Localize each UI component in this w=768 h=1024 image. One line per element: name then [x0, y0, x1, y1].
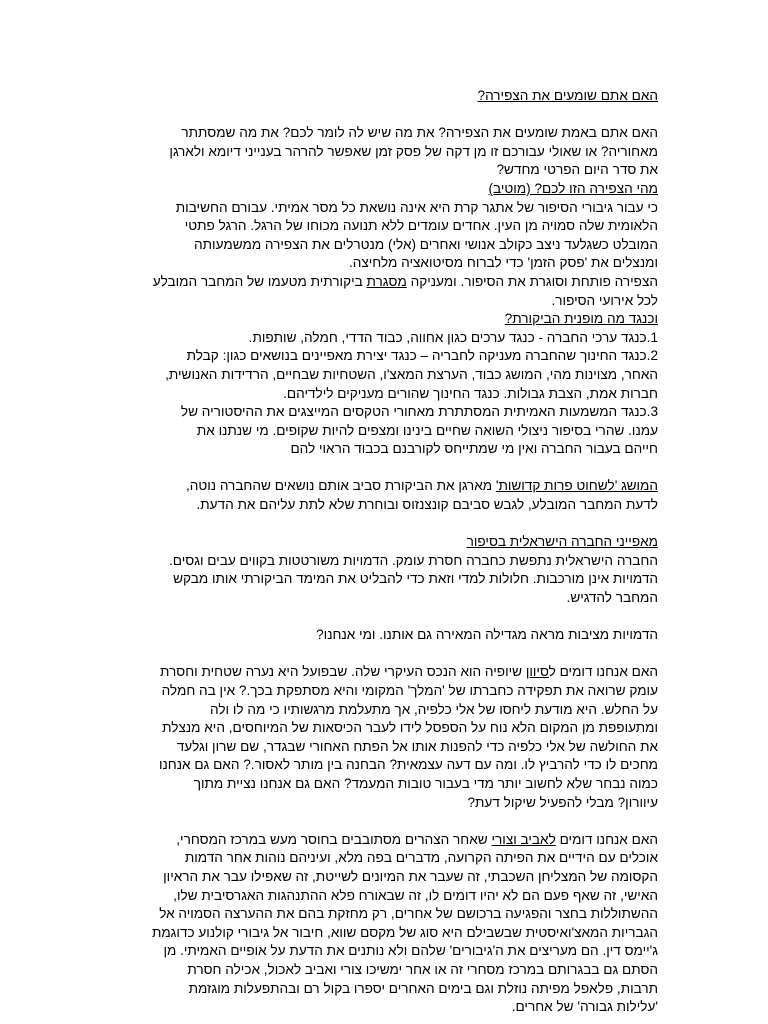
text-line [114, 663, 658, 682]
text-line: מחכים לו כדי להרביץ לו. ומה עם דעה עצמאית? הבחנה בין מותר לאסור.? האם גם אנחנו [158, 757, 658, 773]
text-line: על החלש. היא מודעת ליחסו של אלי כלפיה, אך מתעלמת מרגשותיו כי מה לו ולה [210, 701, 658, 717]
underlined-term: לאביב וצורי [491, 831, 556, 847]
text-line: 2.כנגד החינוך שהחברה מעניקה לחבריה – כנגד יצירת מאפיינים בנושאים כגון: קבלת [186, 348, 658, 364]
question-paragraph [114, 626, 658, 645]
text-line: חייהם בעבור החברה ואין מי שמתייחס לקורבנם בכבוד הראוי להם [290, 441, 658, 457]
text-line: עומק שרואה את תפקידה כחברתו של 'המלך' המקומי והיא מסתפקת בכך.? אין בה חמלה [161, 683, 658, 698]
critique-section [114, 310, 658, 459]
frame-paragraph [114, 273, 658, 310]
blank-line [114, 515, 658, 534]
text-line: חברות אמת, הצבת גבולות. כנגד החינוך שהורים מעניקים לילדיהם. [283, 385, 658, 401]
text-line [114, 273, 658, 292]
text-line: תרבות, פלאפל מפיתה נוזלת וגם בימים האחרים יספרו בקול רם ובהתפעלות מוגזמת [188, 980, 658, 996]
text-segment: שיופיה הוא הנכס העיקרי שלה. שבפועל היא נערה שטחית וחסרת [160, 664, 526, 680]
text-line: עמנו. שהרי בסיפור ניצולי השואה שחיים בינינו ומצפים להיות שקופים. מי שנתנו את [196, 422, 658, 438]
text-line: ומתעופפת מן המקום הלא נוח על הספסל לידו לעבר הכיסאות של המיוחסים, היא מנצלת [162, 720, 658, 736]
title-text: האם אתם שומעים את הצפירה? [477, 88, 658, 103]
text-line: ומנצלים את 'פסק הזמן' כדי לברוח מסיטואציה מלחיצה. [348, 255, 658, 271]
text-line: החברה הישראלית נתפשת כחברה חסרת עומק. הדמויות משורטטות בקווים עבים וגסים. [169, 552, 658, 568]
blank-line [114, 812, 658, 831]
text-line: מאחוריה? או שאולי עבורכם זו מן דקה של פסק זמן שאפשר להרהר בענייני דיומא ולארגן [169, 143, 658, 159]
text-line: הגבריות המאצ'ואיסטית שבשבילם היא סוג של מקסם שווא, חיבור אל גיבורי קולנוע כדוגמת [151, 924, 658, 940]
text-segment: האם אנחנו דומים ל [548, 664, 658, 680]
document-body [114, 87, 658, 1017]
sacred-cows-paragraph [114, 477, 658, 514]
text-segment: האם אנחנו דומים [555, 831, 658, 847]
text-line [114, 831, 658, 850]
text-line: את סדר היום הפרטי מחדש? [496, 162, 658, 178]
text-segment: שאחר הצהרים מסתובבים בחוסר מעש במרכז המסחרי, [176, 831, 492, 847]
text-line [114, 477, 658, 496]
document-title [114, 87, 658, 106]
blank-line [114, 459, 658, 478]
text-line: המחבר להדגיש. [566, 590, 658, 606]
underlined-term: מסגרת [366, 273, 407, 289]
text-line: המובלט כשגלעד ניצב כקולב אנושי ואחרים (אלי) מנטרלים את הצפירה ממשמעותה [194, 236, 658, 252]
critique-heading: וכנגד מה מופנית הביקורת? [504, 311, 658, 327]
text-line: האם אתם באמת שומעים את הצפירה? את מה שיש לה לומר לכם? את מה שמסתתר [181, 125, 658, 141]
text-line: הקסומה של המצליחן השכבתי, זה שעבר את המיונים לשייטת, זה שאפילו עבר את הראיון [163, 868, 658, 884]
sivan-paragraph [114, 663, 658, 812]
aviv-paragraph [114, 831, 658, 1017]
text-line: הדמויות אינן מורכבות. חלולות למדי וזאת כדי להבליט את המימד הביקורתי אותו מבקש [173, 571, 658, 587]
text-line: כמוה נבחר שלא לחשוב יותר מדי בעבור טובות המעמד? האם גם אנחנו נציית מתוך [193, 775, 658, 791]
text-line: האחר, מצוינות מהי, המושג כבוד, הערצת המאצ'ו, השטחיות שבחיים, הרדידות האנושית, [165, 366, 658, 382]
text-line: ההשתוללות בחצר והפגיעה ברכושם של אחרים, רק מחזקת בהם את ההערצה הסמויה אל [159, 906, 658, 922]
text-line: 'עלילות גבורה' של אחרים. [511, 999, 658, 1015]
text-line: עיוורון? מבלי להפעיל שיקול דעת? [467, 794, 658, 810]
text-segment: ביקורתית מטעמו של המחבר המובלע [152, 273, 367, 289]
text-line: 1.כנגד ערכי החברה - כנגד ערכים כגון אחווה, כבוד הדדי, חמלה, שותפות. [248, 329, 658, 345]
text-line: הסתם גם בבגרותם במרכז מסחרי זה או אחר ימשיכו צורי ואביב לאכול, אכילה חסרת [187, 961, 658, 977]
society-section [114, 533, 658, 607]
intro-paragraph [114, 124, 658, 180]
text-line: אוכלים עם הידיים את הפיתה הקרועה, מדברים בפה מלא, ועיניהם נוהות אחר הדמות [184, 850, 658, 866]
blank-line [114, 106, 658, 125]
text-line: 3.כנגד המשמעות האמיתית המסתתרת מאחורי הטקסים המייצגים את ההיסטוריה של [180, 404, 658, 420]
blank-line [114, 608, 658, 627]
text-line: הלאומית שלה סמויה מן העין. אחדים עומדים ללא תנועה מכוחו של הרגל. הרגל פתטי [184, 218, 658, 234]
blank-line [114, 645, 658, 664]
text-segment: הצפירה פותחת וסוגרת את הסיפור. ומעניקה [406, 273, 658, 289]
society-heading: מאפייני החברה הישראלית בסיפור [466, 534, 658, 550]
text-line: ג'יימס דין. הם מעריצים את ה'גיבורים' שלהם ולא נותנים את הדעת על אופיים האמיתי. מן [163, 943, 658, 959]
text-line: לכל אירועי הסיפור. [551, 292, 658, 308]
text-line: האישי, זה שאף פעם הם לא יהיו דומים לו, זה שבאורח פלא ההתנהגות האגרסיבית שלו, [173, 887, 658, 903]
text-line: את החולשה של אלי כלפיה כדי להפנות אותו אל הפתח האחורי שבגדר, שם שרון וגלעד [176, 738, 658, 754]
motif-section [114, 180, 658, 273]
underlined-term: סיוון [525, 664, 549, 680]
text-segment: מארגן את הביקורת סביב אותם נושאים שהחברה נוטה, [185, 478, 496, 494]
text-line: הדמויות מציבות מראה מגדילה המאירה גם אותנו. ומי אנחנו? [316, 627, 658, 643]
text-line: לדעת המחבר המובלע, לגבש סביבם קונצנזוס ובוחרת שלא לתת עליהם את הדעת. [196, 497, 658, 513]
underlined-term: המושג 'לשחוט פרות קדושות' [495, 478, 658, 494]
motif-heading: מהי הצפירה הזו לכם? (מוטיב) [488, 180, 658, 196]
text-line: כי עבור גיבורי הסיפור של אתגר קרת היא אינה נושאת כל מסר אמיתי. עבורם החשיבות [175, 199, 658, 215]
